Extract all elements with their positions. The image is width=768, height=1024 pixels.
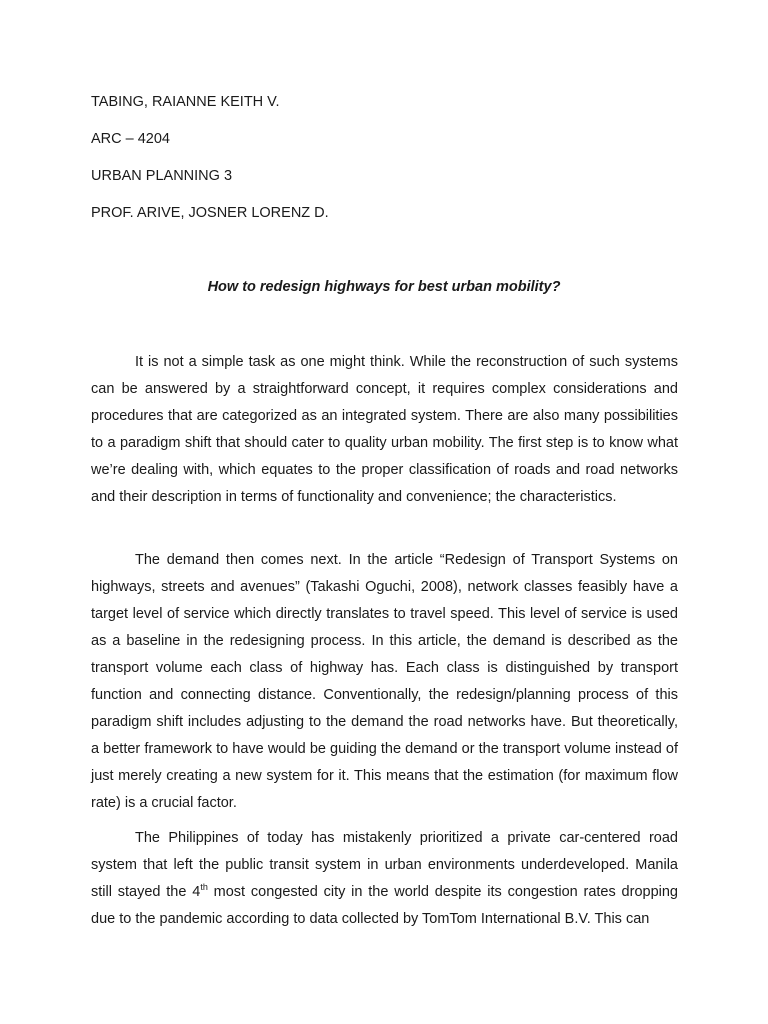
course-code: ARC – 4204: [91, 131, 170, 147]
paragraph-3-text-end: most congested city in the world despite its congestion rates dropping due to the pandemic according to data collected by TomTom International B.V. This can: [91, 884, 678, 927]
paragraph-1: It is not a simple task as one might think. While the reconstruction of such systems can be answered by a straightforward concept, it requires complex considerations and procedures that are categorized as an integrated system. There are also many possibilities to a paradigm shift that should cater to quality urban mobility. The first step is to know what we’re dealing with, which equates to the proper classification of roads and road networks and their description in terms of functionality and convenience; the characteristics.: [91, 354, 678, 505]
ordinal-superscript: th: [200, 882, 208, 893]
professor-name: PROF. ARIVE, JOSNER LORENZ D.: [91, 205, 329, 221]
essay-title: How to redesign highways for best urban mobility?: [207, 279, 561, 295]
paragraph-3: [91, 825, 678, 933]
student-name: TABING, RAIANNE KEITH V.: [91, 94, 280, 110]
paragraph-2: The demand then comes next. In the article “Redesign of Transport Systems on highways, streets and avenues” (Takashi Oguchi, 2008), network classes feasibly have a target level of service which directly translates to travel speed. This level of service is used as a baseline in the redesigning process. In this article, the demand is described as the transport volume each class of highway has. Each class is distinguished by transport function and connecting distance. Conventionally, the redesign/planning process of this paradigm shift includes adjusting to the demand the road networks have. But theoretically, a better framework to have would be guiding the demand or the transport volume instead of just merely creating a new system for it. This means that the estimation (for maximum flow rate) is a crucial factor.: [91, 552, 678, 811]
paragraph-3-text-start: The Philippines of today has mistakenly prioritized a private car-centered road system that left the public transit system in urban environments underdeveloped. Manila still stayed the 4: [91, 830, 678, 900]
subject-name: URBAN PLANNING 3: [91, 168, 233, 184]
